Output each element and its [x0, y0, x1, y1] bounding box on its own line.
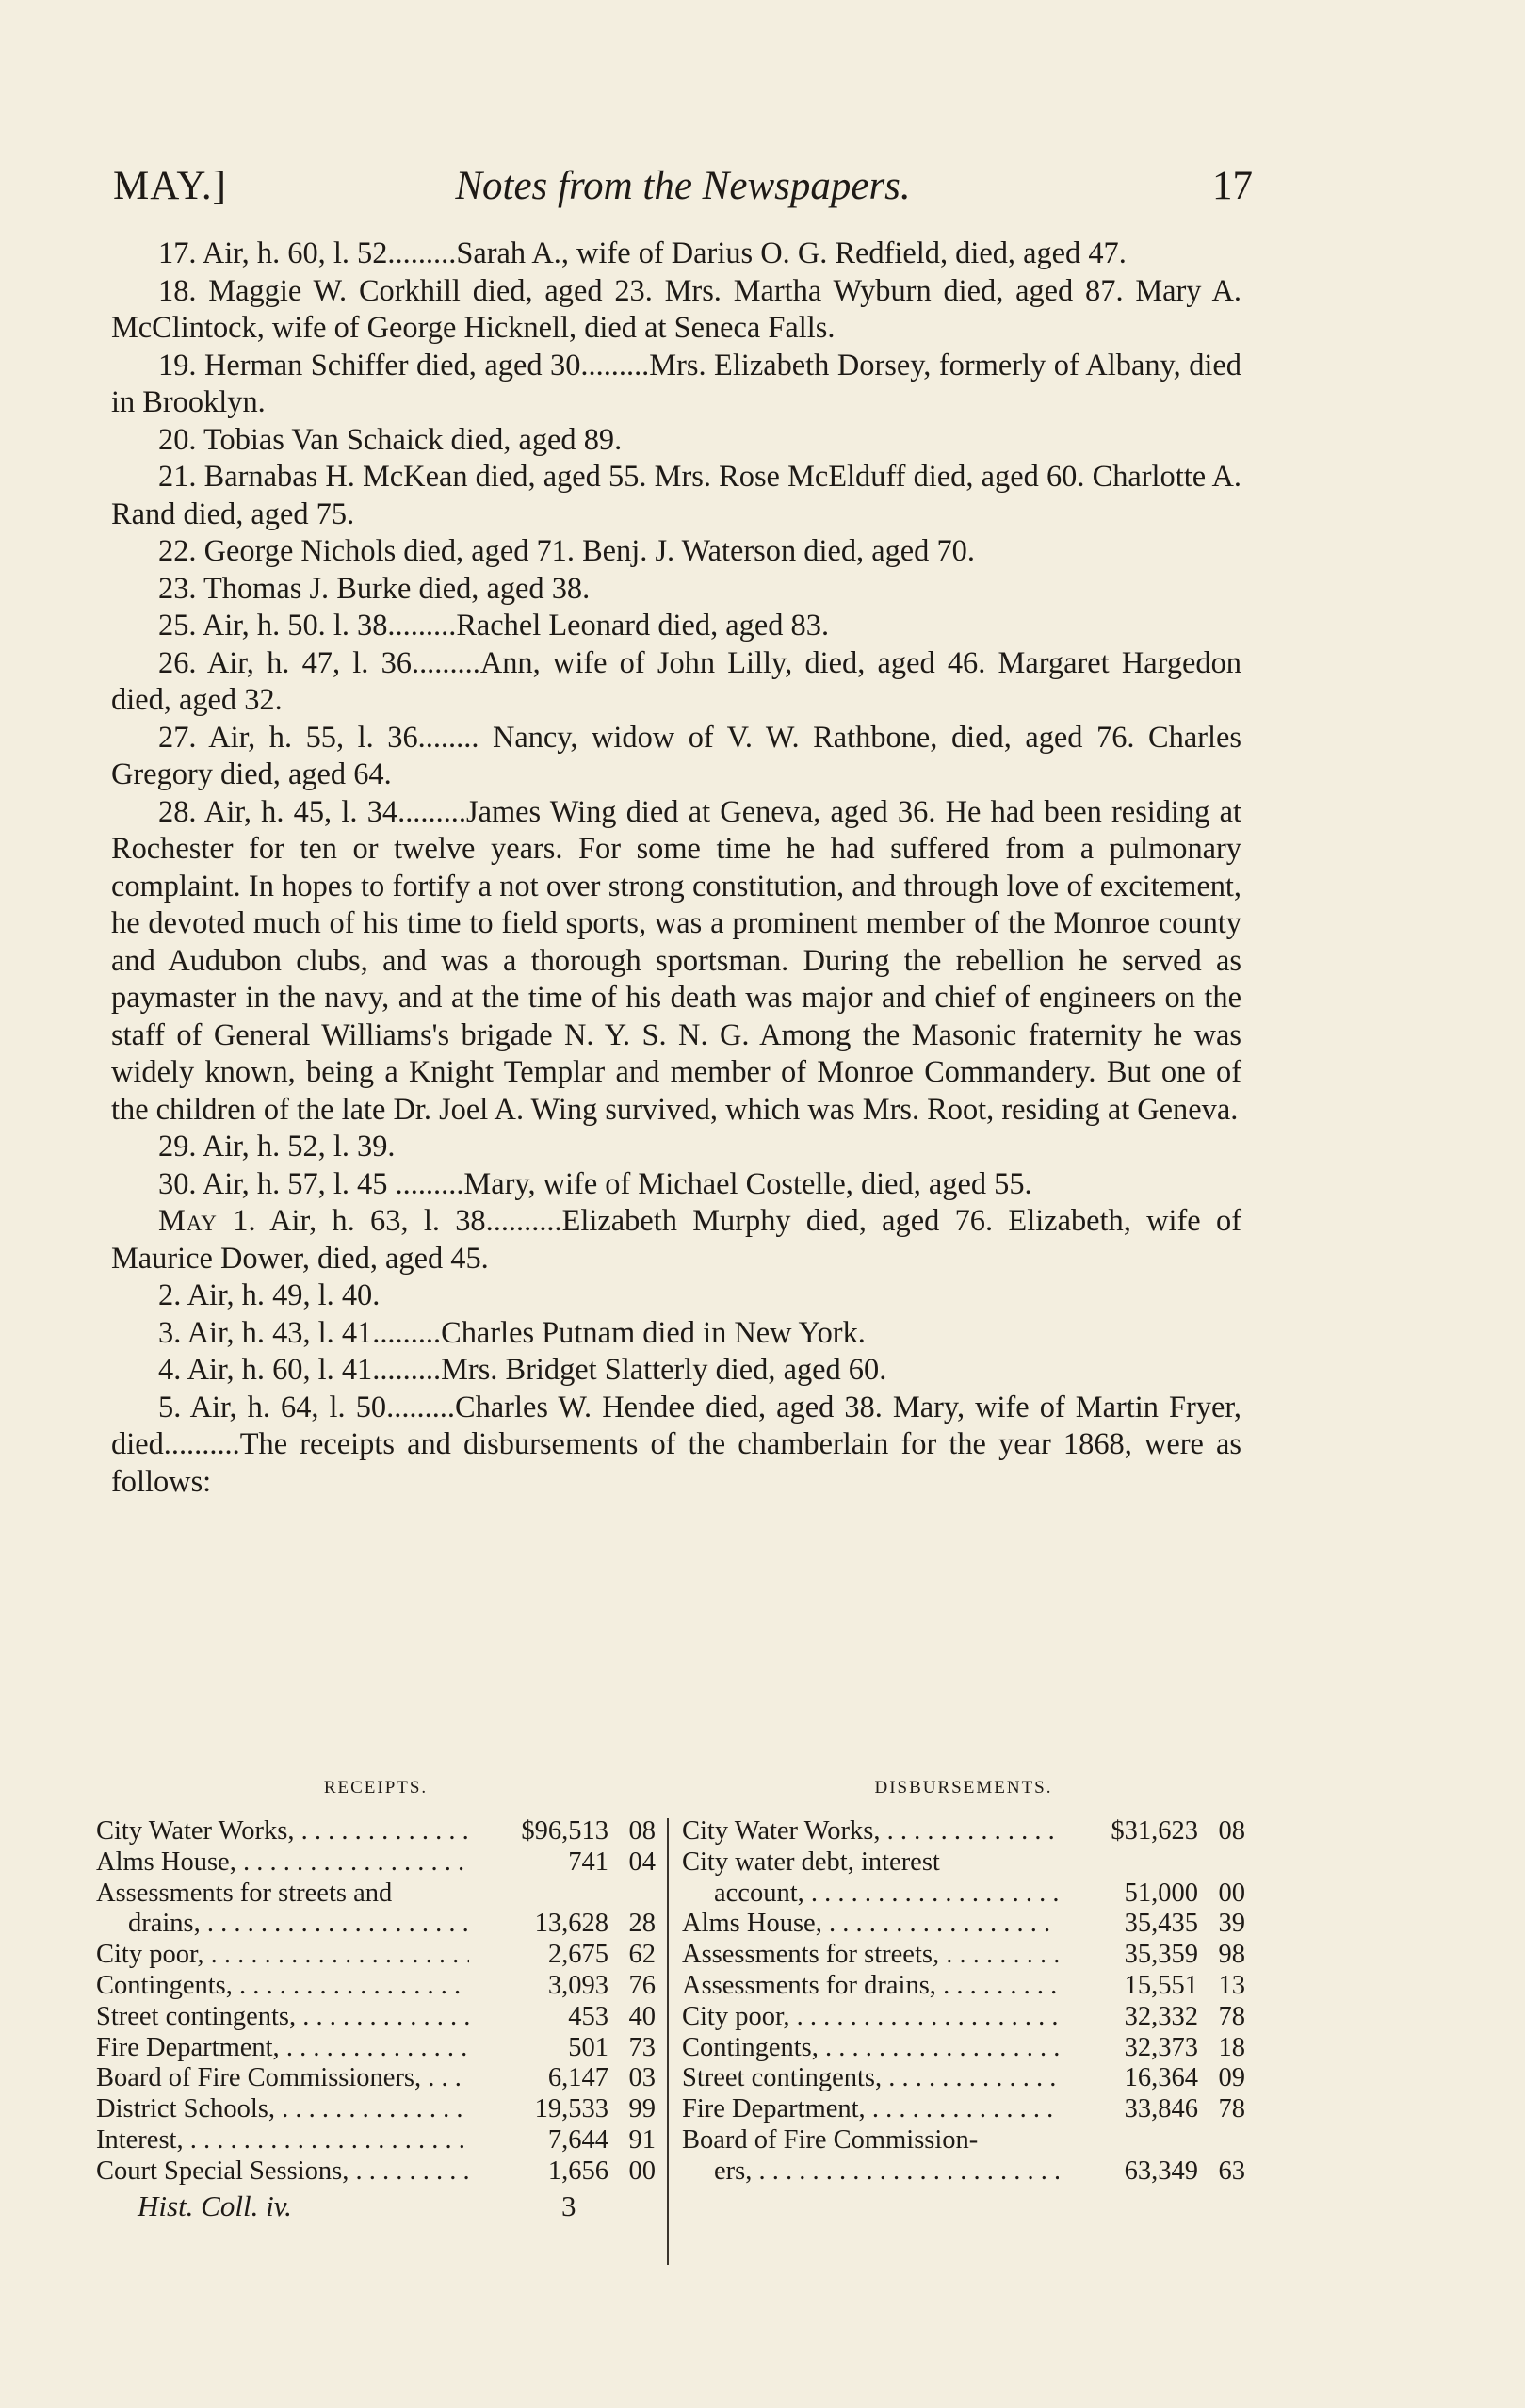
column-divider — [667, 1818, 669, 2265]
table-row — [96, 1816, 656, 1847]
paragraph: 18. Maggie W. Corkhill died, aged 23. Mrs. Martha Wyburn died, aged 87. Mary A. McClintock, wife of George Hicknell, died at Seneca Falls. — [111, 273, 1241, 345]
disbursements-title: DISBURSEMENTS. — [874, 1778, 1053, 1798]
table-row — [96, 1847, 656, 1879]
amount-cents: 04 — [628, 1847, 656, 1877]
row-label: Street contingents, . . . — [96, 2002, 469, 2033]
month-label: May — [158, 1204, 218, 1238]
row-label: Board of Fire Commission- — [682, 2124, 979, 2155]
row-label: Interest, . . . — [96, 2125, 469, 2156]
row-amount — [1059, 2033, 1245, 2064]
amount-cents: 91 — [628, 2124, 656, 2155]
amount-dollars: 741 — [568, 1847, 608, 1877]
table-row — [682, 2063, 1245, 2094]
paragraph-may-1 — [111, 1203, 1241, 1277]
running-title: Notes from the Newspapers. — [455, 164, 911, 208]
row-amount — [469, 1847, 656, 1879]
amount-dollars: 32,373 — [1124, 2032, 1198, 2062]
signature-line — [138, 2188, 576, 2225]
row-amount — [1059, 2002, 1245, 2033]
table-row — [96, 1940, 656, 1971]
row-amount — [469, 1971, 656, 2002]
row-amount — [1059, 2156, 1245, 2188]
paragraph: 19. Herman Schiffer died, aged 30.........Mrs. Elizabeth Dorsey, formerly of Albany, died in Brooklyn. — [111, 348, 1241, 419]
row-amount — [469, 2156, 656, 2188]
table-row — [96, 2033, 656, 2064]
table-row — [96, 1971, 656, 2002]
row-amount — [469, 2033, 656, 2064]
row-label: Court Special Sessions, . . . — [96, 2156, 469, 2188]
table-row — [682, 1971, 1245, 2002]
row-amount — [469, 2094, 656, 2125]
row-amount — [1059, 1909, 1245, 1940]
paragraph: 26. Air, h. 47, l. 36.........Ann, wife of John Lilly, died, aged 46. Margaret Hargedon died, aged 32. — [111, 645, 1241, 717]
paragraph: 22. George Nichols died, aged 71. Benj. J. Waterson died, aged 70. — [158, 534, 975, 568]
amount-cents: 73 — [628, 2032, 656, 2062]
row-label: Assessments for streets, . . . — [682, 1940, 1059, 1971]
table-row — [682, 1879, 1245, 1910]
table-row — [96, 1909, 656, 1940]
row-label: Contingents, . . . — [96, 1971, 469, 2002]
amount-cents: 03 — [628, 2063, 656, 2093]
row-label: Alms House, . . . — [96, 1847, 469, 1879]
amount-dollars: 35,359 — [1124, 1940, 1198, 1970]
paragraph: 27. Air, h. 55, l. 36........ Nancy, widow of V. W. Rathbone, died, aged 76. Charles Gregory died, aged 64. — [111, 720, 1241, 791]
signature-mark: Hist. Coll. iv. — [138, 2189, 292, 2222]
receipts-table — [96, 1769, 656, 2188]
paragraph: 17. Air, h. 60, l. 52.........Sarah A., wife of Darius O. G. Redfield, died, aged 47. — [158, 236, 1127, 270]
table-row — [96, 2094, 656, 2125]
amount-cents: 28 — [628, 1909, 656, 1939]
disbursements-table — [682, 1769, 1245, 2188]
paragraph: 20. Tobias Van Schaick died, aged 89. — [158, 422, 623, 457]
row-label: Alms House, . . . — [682, 1909, 1059, 1940]
row-label: Fire Department, . . . — [682, 2094, 1059, 2125]
amount-dollars: 1,656 — [547, 2156, 608, 2186]
table-row — [96, 2156, 656, 2188]
section-label: MAY.] — [113, 164, 227, 208]
amount-cents: 78 — [1218, 2094, 1245, 2124]
amount-cents: 39 — [1218, 1909, 1245, 1939]
row-label: Fire Department, . . . — [96, 2033, 469, 2064]
amount-cents: 63 — [1218, 2156, 1245, 2186]
amount-dollars: 16,364 — [1124, 2063, 1198, 2093]
receipts-title: RECEIPTS. — [323, 1778, 429, 1798]
row-amount — [1059, 2094, 1245, 2125]
row-amount — [1059, 1940, 1245, 1971]
row-label: Assessments for streets and — [96, 1878, 393, 1908]
table-row — [682, 2033, 1245, 2064]
row-amount — [469, 1909, 656, 1940]
table-row — [682, 1816, 1245, 1847]
paragraph: 28. Air, h. 45, l. 34.........James Wing died at Geneva, aged 36. He had been residing at Rochester for ten or twelve years. For some time he had suffered from a pulmonary complaint. In hopes to fortify a not over strong constitution, and through love of excitement, he devoted much of his time to field sports, was a prominent member of the Monroe county and Audubon clubs, and was a thorough sportsman. During the rebellion he served as paymaster in the navy, and at the time of his death was major and chief of engineers on the staff of General Williams's brigade N. Y. S. N. G. Among the Masonic fraternity he was widely known, being a Knight Templar and member of Monroe Commandery. But one of the children of the late Dr. Joel A. Wing survived, which was Mrs. Root, residing at Geneva. — [111, 794, 1241, 1127]
row-label: City water debt, interest — [682, 1847, 940, 1877]
amount-dollars: 51,000 — [1124, 1878, 1198, 1908]
amount-dollars: 3,093 — [547, 1970, 608, 2000]
table-row — [96, 2063, 656, 2094]
paragraph: 5. Air, h. 64, l. 50.........Charles W. Hendee died, aged 38. Mary, wife of Martin Fryer, died..........The receipts and disbursements of the chamberlain for the year 1868, were as follows: — [111, 1390, 1241, 1499]
row-amount — [1059, 1971, 1245, 2002]
amount-cents: 98 — [1218, 1940, 1245, 1970]
amount-cents: 00 — [628, 2156, 656, 2186]
paragraph: 30. Air, h. 57, l. 45 .........Mary, wife of Michael Costelle, died, aged 55. — [158, 1166, 1032, 1201]
paragraph: 3. Air, h. 43, l. 41.........Charles Putnam died in New York. — [158, 1315, 866, 1350]
row-label: City Water Works, . . . — [682, 1816, 1059, 1847]
amount-dollars: 35,435 — [1124, 1909, 1198, 1939]
paragraph: 4. Air, h. 60, l. 41.........Mrs. Bridget Slatterly died, aged 60. — [158, 1353, 887, 1387]
amount-dollars: 13,628 — [534, 1909, 608, 1939]
amount-dollars: 33,846 — [1124, 2094, 1198, 2124]
table-row — [682, 1909, 1245, 1940]
row-label: account, . . . — [682, 1879, 1059, 1910]
row-amount — [469, 2125, 656, 2156]
row-label: Street contingents, . . . — [682, 2063, 1059, 2094]
amount-cents: 00 — [1218, 1878, 1245, 1908]
amount-cents: 18 — [1218, 2032, 1245, 2062]
amount-dollars: $31,623 — [1111, 1816, 1198, 1846]
row-label: City Water Works, . . . — [96, 1816, 469, 1847]
row-amount — [1059, 2063, 1245, 2094]
amount-dollars: 2,675 — [547, 1940, 608, 1970]
amount-dollars: 32,332 — [1124, 2001, 1198, 2031]
amount-dollars: 63,349 — [1124, 2156, 1198, 2186]
row-amount — [1059, 1816, 1245, 1847]
body-text — [111, 236, 1241, 1501]
table-row — [682, 1847, 1245, 1879]
row-label: drains, . . . — [96, 1909, 469, 1940]
amount-cents: 76 — [628, 1970, 656, 2000]
row-label: City poor, . . . — [682, 2002, 1059, 2033]
row-label: District Schools, . . . — [96, 2094, 469, 2125]
paragraph: 25. Air, h. 50. l. 38.........Rachel Leonard died, aged 83. — [158, 609, 830, 643]
table-row — [682, 2094, 1245, 2125]
paragraph: 21. Barnabas H. McKean died, aged 55. Mrs. Rose McElduff died, aged 60. Charlotte A. Rand died, aged 75. — [111, 460, 1241, 531]
amount-cents: 09 — [1218, 2063, 1245, 2093]
amount-dollars: 15,551 — [1124, 1970, 1198, 2000]
row-amount — [469, 2063, 656, 2094]
amount-dollars: $96,513 — [521, 1816, 608, 1846]
row-amount — [469, 1816, 656, 1847]
amount-cents: 99 — [628, 2094, 656, 2124]
row-amount — [469, 2002, 656, 2033]
table-row — [96, 2125, 656, 2156]
amount-dollars: 6,147 — [547, 2063, 608, 2093]
table-row — [682, 2002, 1245, 2033]
row-label: Assessments for drains, . . . — [682, 1971, 1059, 2002]
row-label: Board of Fire Commissioners, . . . — [96, 2063, 469, 2094]
amount-dollars: 7,644 — [547, 2124, 608, 2155]
table-row — [682, 1940, 1245, 1971]
row-amount — [1059, 1879, 1245, 1910]
running-header — [113, 158, 1253, 215]
page-number: 17 — [1212, 164, 1253, 208]
amount-dollars: 501 — [568, 2032, 608, 2062]
amount-dollars: 453 — [568, 2001, 608, 2031]
amount-cents: 40 — [628, 2001, 656, 2031]
table-row — [96, 1879, 656, 1910]
table-row — [682, 2156, 1245, 2188]
paragraph: 23. Thomas J. Burke died, aged 38. — [158, 571, 591, 606]
amount-cents: 78 — [1218, 2001, 1245, 2031]
amount-cents: 08 — [628, 1816, 656, 1846]
paragraph: 2. Air, h. 49, l. 40. — [158, 1278, 381, 1312]
paragraph: 29. Air, h. 52, l. 39. — [158, 1130, 396, 1163]
row-label: City poor, . . . — [96, 1940, 469, 1971]
amount-cents: 13 — [1218, 1970, 1245, 2000]
row-label: ers, . . . — [682, 2156, 1059, 2188]
signature-number: 3 — [561, 2189, 576, 2222]
chamberlain-accounts — [96, 1769, 1245, 2240]
amount-cents: 08 — [1218, 1816, 1245, 1846]
paragraph-text: 1. Air, h. 63, l. 38..........Elizabeth Murphy died, aged 76. Elizabeth, wife of Maurice Dower, died, aged 45. — [111, 1204, 1241, 1276]
row-amount — [469, 1940, 656, 1971]
amount-cents: 62 — [628, 1940, 656, 1970]
table-row — [96, 2002, 656, 2033]
amount-dollars: 19,533 — [534, 2094, 608, 2124]
table-row — [682, 2125, 1245, 2156]
row-label: Contingents, . . . — [682, 2033, 1059, 2064]
